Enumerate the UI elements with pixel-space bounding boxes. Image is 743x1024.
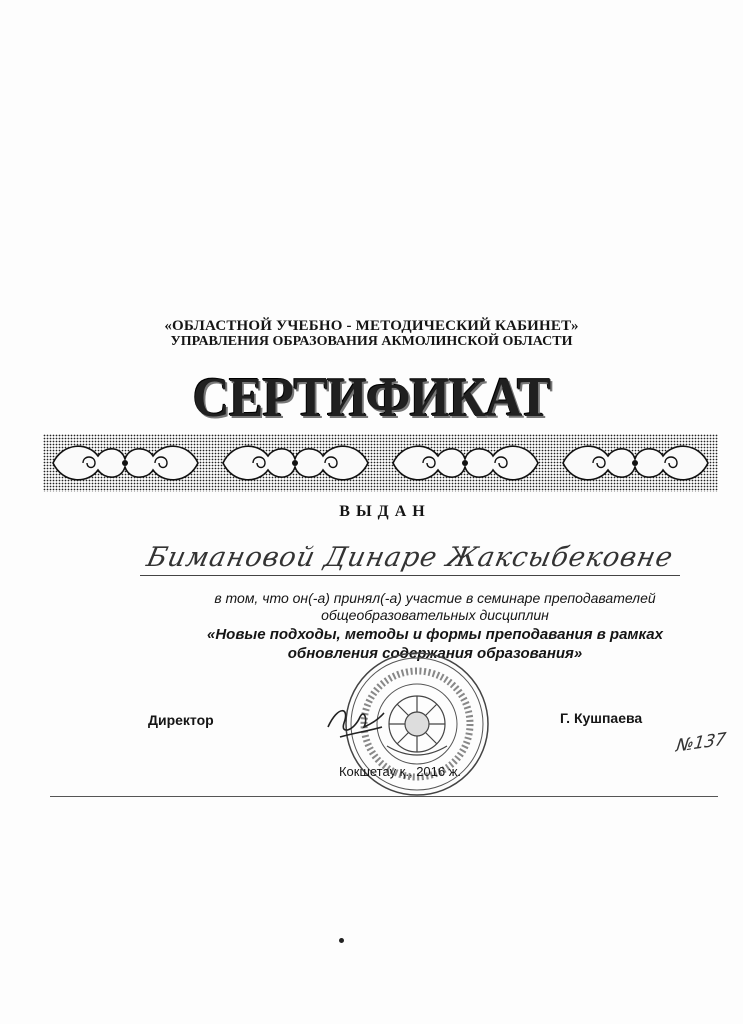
issued-label: ВЫДАН (339, 503, 431, 520)
seminar-title-line-1: «Новые подходы, методы и формы преподавания в рамках (207, 626, 663, 643)
place-date: Кокшетау қ., 2016 ж. (338, 764, 462, 779)
recipient-underline (140, 575, 680, 576)
ornament-border (43, 434, 718, 492)
footer-line (50, 796, 718, 797)
participation-line-1: в том, что он(-а) принял(-а) участие в семинаре преподавателей (214, 590, 656, 606)
director-label: Директор (148, 712, 214, 728)
seminar-title-line-2: обновления содержания образования» (287, 645, 583, 662)
certificate-title: СЕРТИФИКАТ (192, 367, 551, 429)
director-name: Г. Кушпаева (560, 710, 643, 726)
ink-dot (339, 938, 344, 943)
recipient-name: Бимановой Динаре Жаксыбековне (143, 542, 677, 573)
department-name: УПРАВЛЕНИЯ ОБРАЗОВАНИЯ АКМОЛИНСКОЙ ОБЛАСТИ (170, 334, 573, 349)
organization-name: «ОБЛАСТНОЙ УЧЕБНО - МЕТОДИЧЕСКИЙ КАБИНЕТ» (164, 318, 579, 334)
participation-text (175, 590, 695, 624)
director-signature (320, 697, 390, 747)
participation-line-2: общеобразовательных дисциплин (321, 607, 549, 623)
handwritten-number: №137 (674, 729, 728, 757)
